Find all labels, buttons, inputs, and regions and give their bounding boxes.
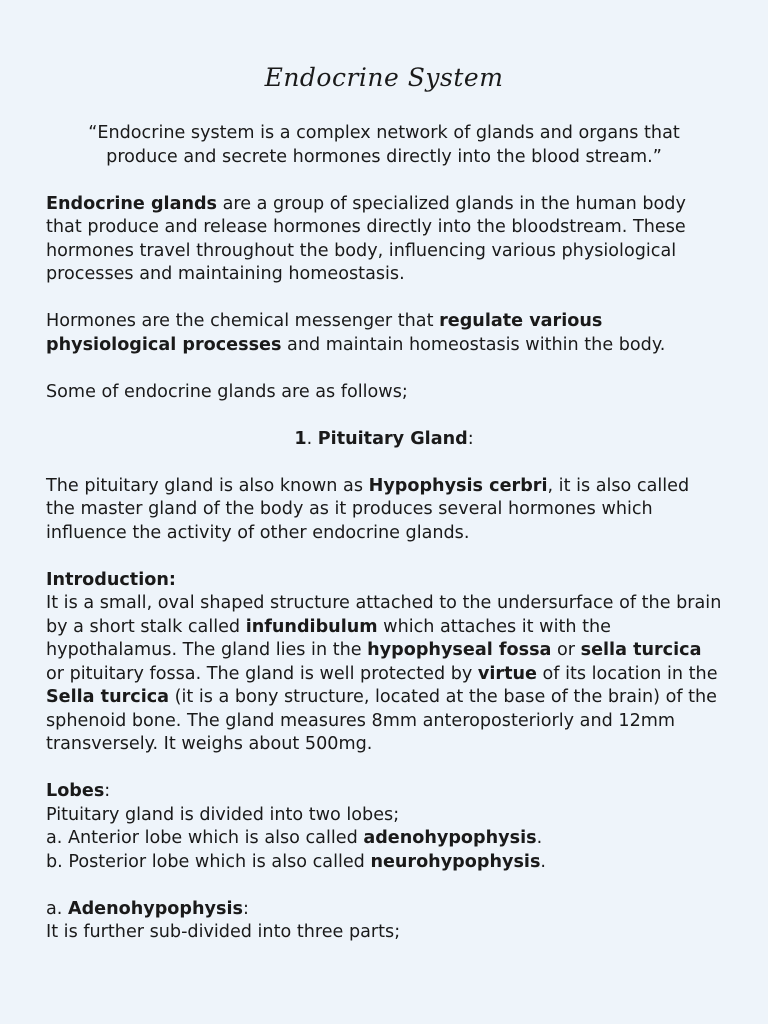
paragraph-text: of its location in the xyxy=(536,663,718,684)
lobes-heading: Lobes xyxy=(46,781,105,801)
quote-line-1: “Endocrine system is a complex network of glands and organs that xyxy=(88,122,680,143)
term-endocrine-glands: Endocrine glands xyxy=(46,193,218,214)
lobes-heading-line xyxy=(46,780,722,804)
paragraph-text: or pituitary fossa. The gland is well protected by xyxy=(46,663,478,684)
paragraph-text: (it is a bony structure, located at the base of the brain) of the sphenoid bone. The gland measures 8mm anteroposteriorly and 12mm transversely. It weighs about 500mg. xyxy=(46,687,717,754)
lobes-intro-line: Pituitary gland is divided into two lobes; xyxy=(46,804,400,825)
term-sella-turcica-2: Sella turcica xyxy=(46,687,170,707)
page-title: Endocrine System xyxy=(264,63,504,92)
term-virtue: virtue xyxy=(477,663,537,684)
paragraph-introduction xyxy=(46,569,722,757)
definition-quote xyxy=(46,121,722,169)
adeno-intro-line: It is further sub-divided into three parts; xyxy=(46,922,401,942)
heading-colon: : xyxy=(242,898,249,919)
term-adenohypophysis: adenohypophysis xyxy=(363,828,537,848)
paragraph-text: which attaches it with the hypothalamus. The gland lies in the xyxy=(46,616,611,660)
term-infundibulum: infundibulum xyxy=(245,616,378,637)
term-neurohypophysis: neurohypophysis xyxy=(370,851,541,872)
paragraph-adenohypophysis xyxy=(46,898,722,945)
term-hypophyseal-fossa: hypophyseal fossa xyxy=(367,640,552,660)
adeno-heading-line xyxy=(46,898,722,922)
heading-separator: . xyxy=(306,428,318,449)
adeno-heading: Adenohypophysis xyxy=(67,898,243,919)
term-hypophysis-cerbri: Hypophysis cerbri xyxy=(368,475,548,496)
paragraph-text: It is a small, oval shaped structure attached to the undersurface of the brain by a short stalk called xyxy=(46,593,722,637)
section-heading-pituitary xyxy=(46,428,722,452)
introduction-heading: Introduction: xyxy=(46,569,176,590)
term-regulate: regulate various physiological processes xyxy=(46,311,603,355)
paragraph-text: are a group of specialized glands in the human body that produce and release hormones directly into the bloodstream. These hormones travel throughout the body, influencing various physiological processes and maintaining homeostasis. xyxy=(46,193,686,284)
lobe-a-line xyxy=(46,827,722,851)
adeno-prefix: a. xyxy=(46,898,68,919)
lobe-a-end: . xyxy=(536,828,543,848)
heading-colon: : xyxy=(467,428,474,449)
paragraph-lobes xyxy=(46,780,722,874)
term-sella-turcica: sella turcica xyxy=(580,640,702,660)
paragraph-text: The pituitary gland is also known as xyxy=(46,475,369,496)
lobe-a-text: a. Anterior lobe which is also called xyxy=(46,828,364,848)
paragraph-text: Hormones are the chemical messenger that xyxy=(46,311,440,331)
paragraph-some-glands: Some of endocrine glands are as follows; xyxy=(46,381,408,402)
lobe-b-line xyxy=(46,851,722,875)
section-number: 1 xyxy=(294,428,307,449)
paragraph-pituitary xyxy=(46,475,722,546)
section-title: Pituitary Gland xyxy=(317,428,468,449)
heading-colon: : xyxy=(104,781,111,801)
paragraph-text: , it is also called the master gland of the body as it produces several hormones which influence the activity of other endocrine glands. xyxy=(46,475,690,543)
lobe-b-end: . xyxy=(540,851,547,872)
paragraph-hormones xyxy=(46,310,722,357)
paragraph-text: and maintain homeostasis within the body. xyxy=(281,334,666,355)
paragraph-endocrine-glands xyxy=(46,193,722,287)
paragraph-text: or xyxy=(551,640,581,660)
lobe-b-text: b. Posterior lobe which is also called xyxy=(46,851,371,872)
quote-line-2: produce and secrete hormones directly into the blood stream.” xyxy=(106,146,662,167)
